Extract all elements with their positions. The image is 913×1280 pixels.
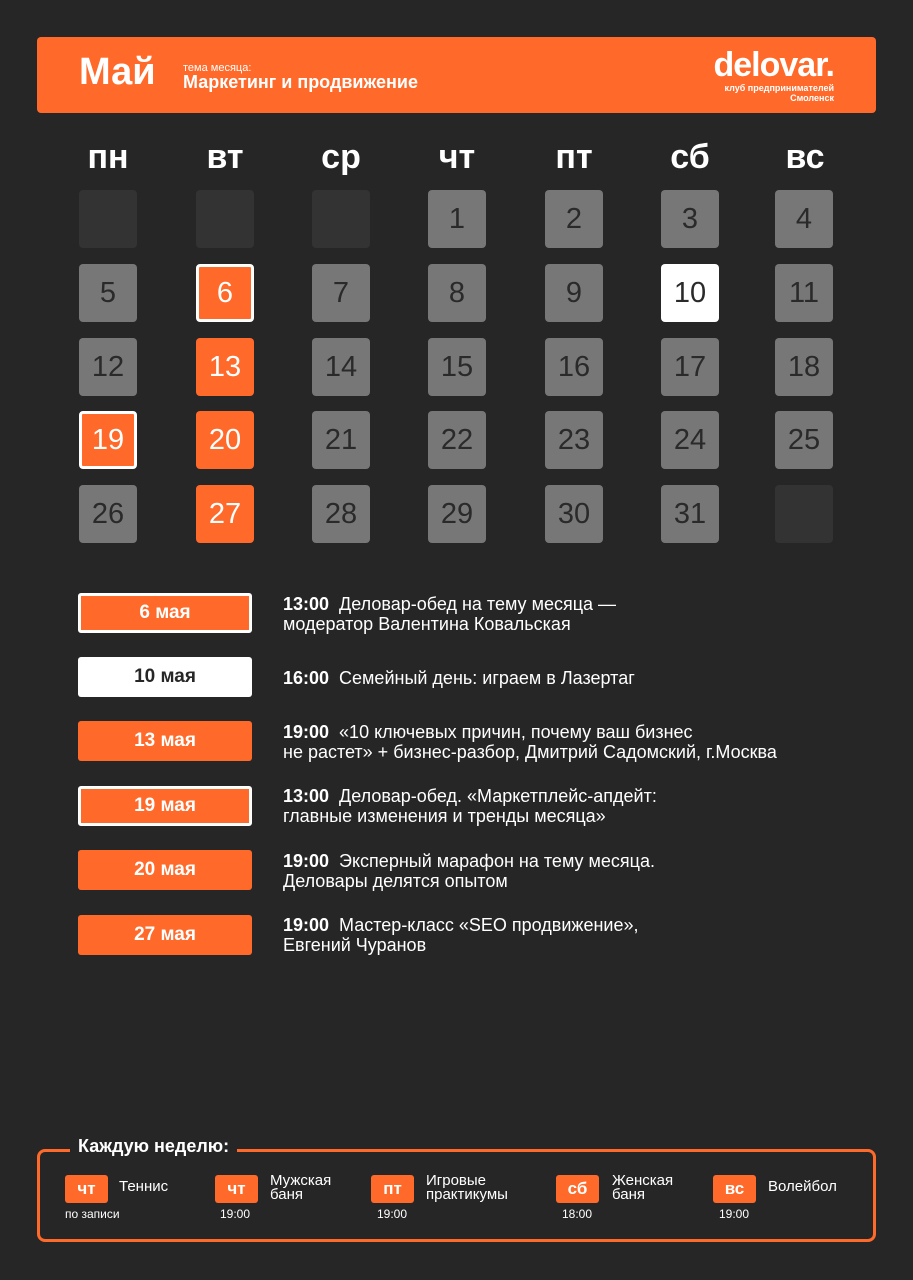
weekly-activity-line: баня [612, 1186, 645, 1203]
weekly-activity-line: практикумы [426, 1186, 508, 1203]
calendar-day[interactable]: 1 [428, 190, 486, 248]
event-time: 16:00 [283, 668, 330, 688]
calendar-day[interactable]: 12 [79, 338, 137, 396]
month-theme: Маркетинг и продвижение [183, 72, 418, 92]
event-date-badge[interactable]: 13 мая [78, 721, 252, 761]
event-line: Семейный день: играем в Лазертаг [339, 668, 635, 688]
weekly-day-badge: чт [215, 1175, 258, 1203]
event-line: Евгений Чуранов [283, 935, 427, 955]
calendar-day[interactable]: 18 [775, 338, 833, 396]
weekly-activity-line: Теннис [119, 1178, 169, 1195]
calendar-day[interactable]: 28 [312, 485, 370, 543]
calendar-day[interactable]: 21 [312, 411, 370, 469]
event-date-badge[interactable]: 20 мая [78, 850, 252, 890]
weekly-activity-time: 18:00 [562, 1207, 593, 1221]
calendar-day[interactable]: 9 [545, 264, 603, 322]
event-line: Деловары делятся опытом [283, 871, 508, 891]
theme-caption: тема месяца: [183, 62, 252, 74]
calendar-day[interactable]: 16 [545, 338, 603, 396]
weekday-sat: сб [670, 138, 710, 176]
event-time: 19:00 [283, 722, 330, 742]
brand-subtitle: клуб предпринимателей [724, 83, 834, 93]
month-title: Май [79, 51, 156, 93]
event-date-badge[interactable]: 27 мая [78, 915, 252, 955]
event-description [283, 668, 883, 688]
weekly-activity-time: по записи [65, 1207, 120, 1221]
event-time: 13:00 [283, 786, 330, 806]
weekly-activity-line: Игровые [426, 1172, 487, 1189]
event-description [283, 594, 883, 634]
calendar-day[interactable]: 24 [661, 411, 719, 469]
calendar-day[interactable]: 22 [428, 411, 486, 469]
calendar-day-empty [312, 190, 370, 248]
calendar-day[interactable]: 11 [775, 264, 833, 322]
event-date-badge[interactable]: 10 мая [78, 657, 252, 697]
calendar-day[interactable]: 14 [312, 338, 370, 396]
event-line: главные изменения и тренды месяца» [283, 806, 606, 826]
weekly-activity-line: Волейбол [768, 1178, 837, 1195]
weekly-day-badge: вс [713, 1175, 756, 1203]
calendar-day-event[interactable]: 27 [196, 485, 254, 543]
event-time: 19:00 [283, 851, 330, 871]
calendar-day[interactable]: 3 [661, 190, 719, 248]
weekly-day-badge: сб [556, 1175, 599, 1203]
event-date-badge[interactable]: 6 мая [78, 593, 252, 633]
weekly-activity-label [426, 1174, 508, 1202]
brand-city: Смоленск [790, 93, 834, 103]
weekday-sun: вс [785, 138, 825, 176]
weekday-thu: чт [438, 138, 476, 176]
calendar-day[interactable]: 31 [661, 485, 719, 543]
event-line: не растет» + бизнес-разбор, Дмитрий Садомский, г.Москва [283, 742, 777, 762]
event-line: «10 ключевых причин, почему ваш бизнес [339, 722, 693, 742]
calendar-day[interactable]: 5 [79, 264, 137, 322]
event-line: Эксперный марафон на тему месяца. [339, 851, 655, 871]
weekly-title: Каждую неделю: [70, 1136, 237, 1157]
weekly-activity-label [119, 1180, 168, 1194]
calendar-day[interactable]: 2 [545, 190, 603, 248]
calendar-day-event[interactable]: 10 [661, 264, 719, 322]
weekday-mon: пн [87, 138, 129, 176]
weekly-activity-line: Мужская [270, 1172, 332, 1189]
weekly-day-badge: чт [65, 1175, 108, 1203]
calendar-day-event[interactable]: 20 [196, 411, 254, 469]
brand-logo [713, 47, 834, 103]
calendar-day[interactable]: 30 [545, 485, 603, 543]
weekly-activity-label [270, 1174, 331, 1202]
weekday-fri: пт [555, 138, 593, 176]
weekly-activity-line: Женская [612, 1172, 674, 1189]
event-time: 19:00 [283, 915, 330, 935]
calendar-day[interactable]: 26 [79, 485, 137, 543]
calendar-day[interactable]: 25 [775, 411, 833, 469]
calendar-day-empty [196, 190, 254, 248]
calendar-day[interactable]: 29 [428, 485, 486, 543]
event-description [283, 851, 883, 891]
calendar-day[interactable]: 7 [312, 264, 370, 322]
month-header [37, 37, 876, 113]
event-date-badge[interactable]: 19 мая [78, 786, 252, 826]
weekly-activity-time: 19:00 [719, 1207, 750, 1221]
event-description [283, 722, 883, 762]
event-line: Деловар-обед на тему месяца — [339, 594, 617, 614]
event-description [283, 786, 883, 826]
weekly-activity-line: баня [270, 1186, 303, 1203]
calendar-day-empty [775, 485, 833, 543]
weekly-activity-time: 19:00 [377, 1207, 408, 1221]
calendar-day[interactable]: 23 [545, 411, 603, 469]
calendar-day-event[interactable]: 19 [79, 411, 137, 469]
calendar-day[interactable]: 15 [428, 338, 486, 396]
weekly-day-badge: пт [371, 1175, 414, 1203]
calendar-day[interactable]: 17 [661, 338, 719, 396]
weekly-activity-label [612, 1174, 673, 1202]
calendar-day-event[interactable]: 13 [196, 338, 254, 396]
brand-name: delovar. [713, 46, 834, 84]
event-line: модератор Валентина Ковальская [283, 614, 571, 634]
calendar-day[interactable]: 4 [775, 190, 833, 248]
weekday-tue: вт [206, 138, 244, 176]
event-line: Мастер-класс «SEO продвижение», [339, 915, 639, 935]
calendar-day-empty [79, 190, 137, 248]
event-time: 13:00 [283, 594, 330, 614]
event-description [283, 915, 883, 955]
weekday-wed: ср [321, 138, 361, 176]
event-line: Деловар-обед. «Маркетплейс-апдейт: [339, 786, 657, 806]
weekly-activity-label [768, 1180, 837, 1194]
calendar-day[interactable]: 8 [428, 264, 486, 322]
weekly-activity-time: 19:00 [220, 1207, 251, 1221]
calendar-day-event[interactable]: 6 [196, 264, 254, 322]
